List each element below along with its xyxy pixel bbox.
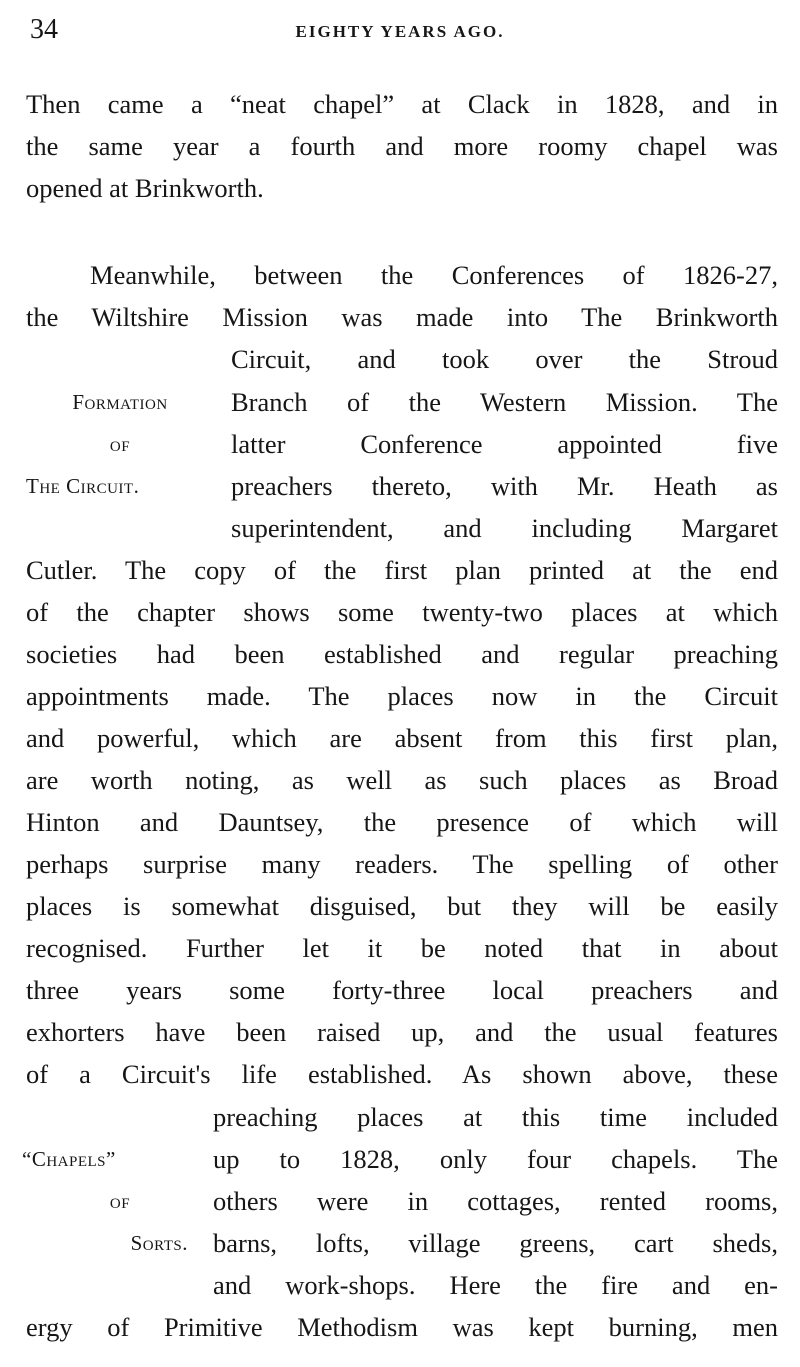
text-line: opened at Brinkworth. xyxy=(26,173,264,203)
text-line: societies had been established and regular preaching xyxy=(26,639,778,669)
text-line: superintendent, and including Margaret xyxy=(231,513,778,543)
margin-note-formation: The Circuit. xyxy=(26,474,140,498)
margin-note-chapels: “Chapels” xyxy=(22,1147,116,1171)
text-line: Branch of the Western Mission. The xyxy=(231,387,778,417)
text-line: latter Conference appointed five xyxy=(231,429,778,459)
text-line: others were in cottages, rented rooms, xyxy=(213,1186,778,1216)
margin-note-formation: of xyxy=(109,432,131,456)
text-line: up to 1828, only four chapels. The xyxy=(213,1144,778,1174)
text-line: Hinton and Dauntsey, the presence of which will xyxy=(26,807,778,837)
text-line: the same year a fourth and more roomy chapel was xyxy=(26,131,778,161)
text-line: preaching places at this time included xyxy=(213,1102,778,1132)
text-line: of a Circuit's life established. As shown above, these xyxy=(26,1059,778,1089)
margin-note-chapels: of xyxy=(109,1189,131,1213)
text-line: and work-shops. Here the fire and en- xyxy=(213,1270,778,1300)
running-title: EIGHTY YEARS AGO. xyxy=(295,22,505,41)
margin-note-chapels: Sorts. xyxy=(130,1231,188,1255)
page-number: 34 xyxy=(30,14,58,45)
text-line: perhaps surprise many readers. The spelling of other xyxy=(26,849,778,879)
text-line: of the chapter shows some twenty-two places at which xyxy=(26,597,778,627)
text-line: places is somewhat disguised, but they will be easily xyxy=(26,891,778,921)
text-line: ergy of Primitive Methodism was kept burning, men xyxy=(26,1312,778,1342)
text-line: Then came a “neat chapel” at Clack in 1828, and in xyxy=(26,89,778,119)
text-line: and powerful, which are absent from this first plan, xyxy=(26,723,778,753)
text-line: three years some forty-three local preachers and xyxy=(26,975,778,1005)
text-line: preachers thereto, with Mr. Heath as xyxy=(231,471,778,501)
margin-note-formation: Formation xyxy=(72,390,168,414)
text-line: the Wiltshire Mission was made into The Brinkworth xyxy=(26,302,778,332)
text-line: Circuit, and took over the Stroud xyxy=(231,344,778,374)
text-line: recognised. Further let it be noted that in about xyxy=(26,933,778,963)
text-line: Meanwhile, between the Conferences of 1826-27, xyxy=(90,260,778,290)
text-line: exhorters have been raised up, and the usual features xyxy=(26,1017,778,1047)
text-line: appointments made. The places now in the Circuit xyxy=(26,681,778,711)
text-line: are worth noting, as well as such places as Broad xyxy=(26,765,778,795)
text-line: barns, lofts, village greens, cart sheds, xyxy=(213,1228,778,1258)
text-line: Cutler. The copy of the first plan printed at the end xyxy=(26,555,778,585)
page-header xyxy=(0,10,800,50)
